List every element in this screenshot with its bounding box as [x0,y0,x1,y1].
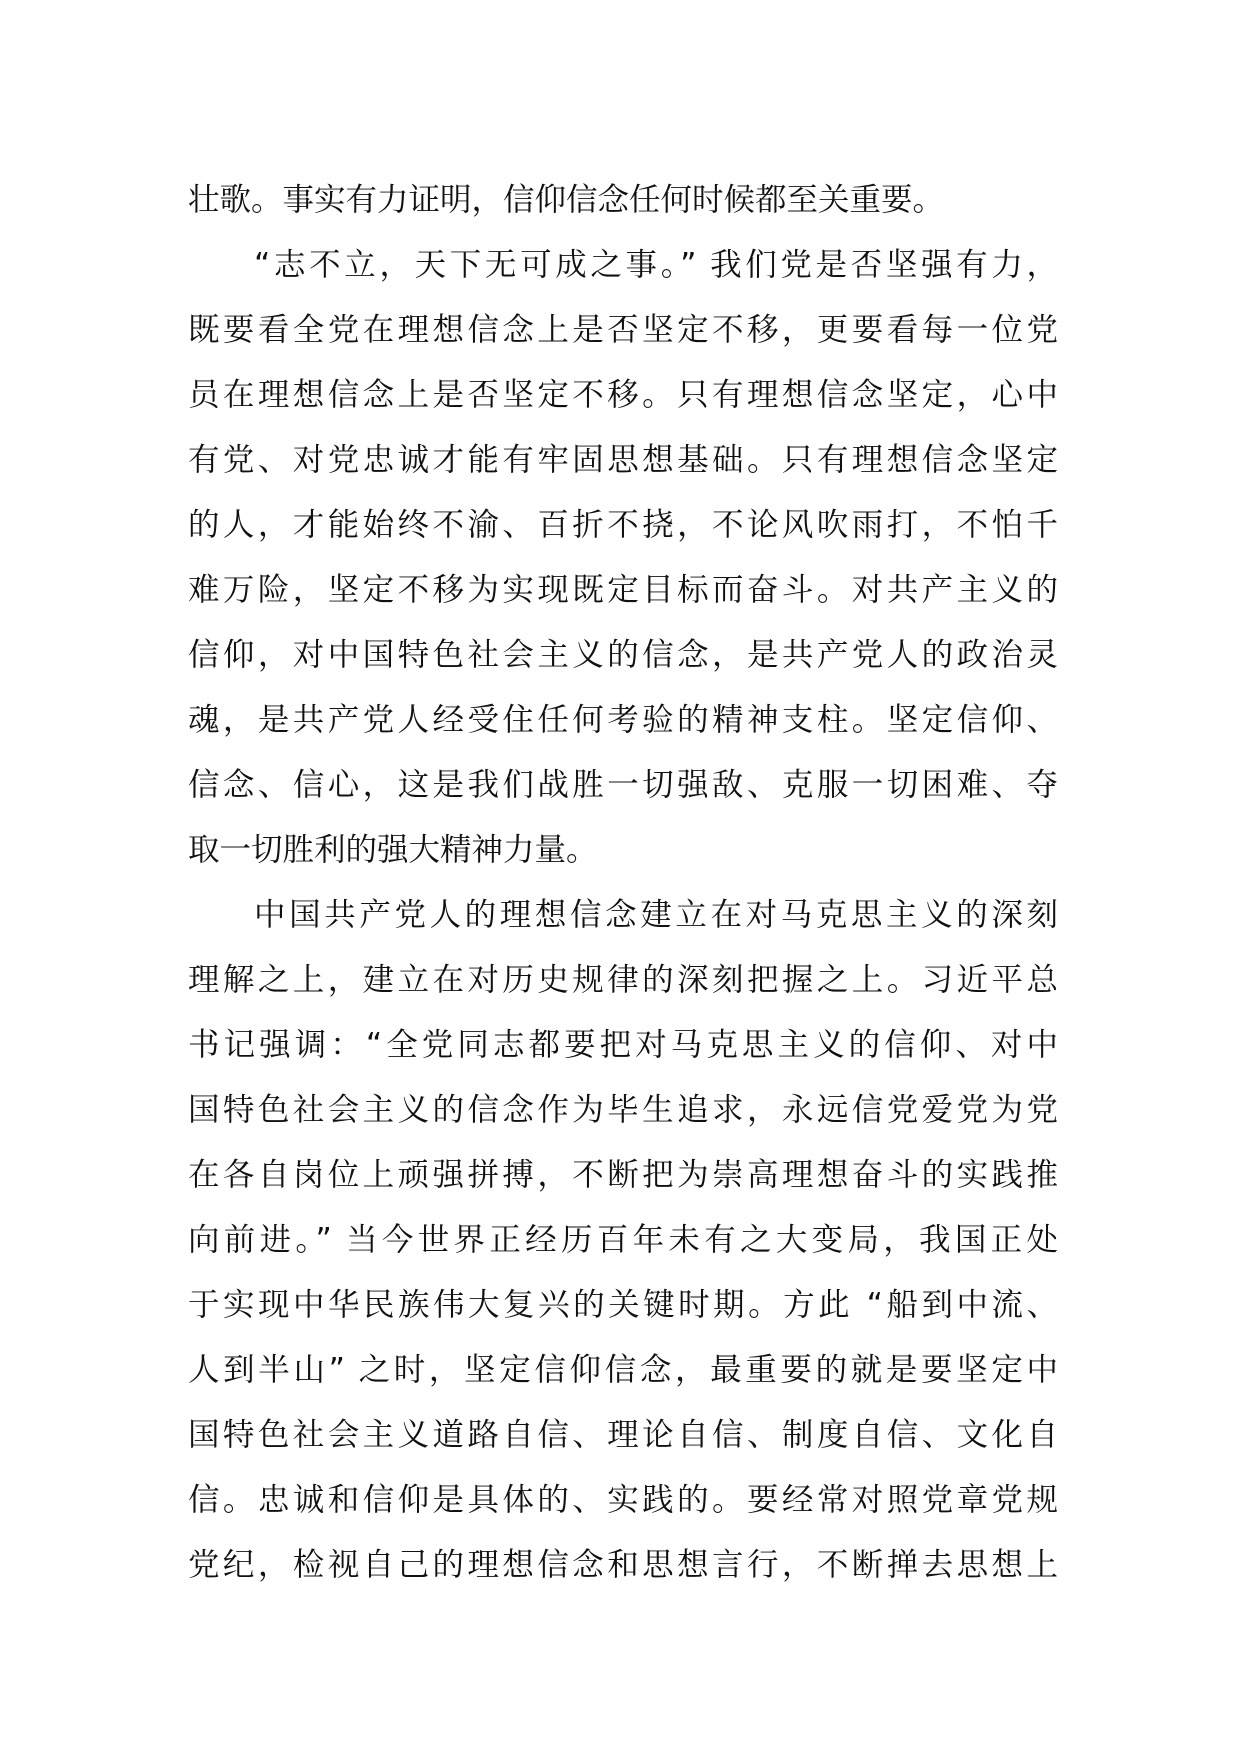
text-line: 国特色社会主义道路自信、理论自信、制度自信、文化自 [188,1417,1058,1453]
text-line: 党纪，检视自己的理想信念和思想言行，不断掸去思想上 [188,1547,1058,1583]
text-line: 员在理想信念上是否坚定不移。只有理想信念坚定，心中 [188,377,1058,413]
text-line: 信念、信心，这是我们战胜一切强敌、克服一切困难、夺 [188,767,1058,803]
text-line: 有党、对党忠诚才能有牢固思想基础。只有理想信念坚定 [188,442,1058,478]
body-text [188,168,1058,1598]
text-line: 取一切胜利的强大精神力量。 [188,832,598,868]
text-line: 国特色社会主义的信念作为毕生追求，永远信党爱党为党 [188,1092,1058,1128]
text-line: 魂，是共产党人经受住任何考验的精神支柱。坚定信仰、 [188,702,1058,738]
text-line: 书记强调：“全党同志都要把对马克思主义的信仰、对中 [188,1027,1058,1063]
text-line: 人到半山” 之时，坚定信仰信念，最重要的就是要坚定中 [188,1352,1058,1388]
text-line: 中国共产党人的理想信念建立在对马克思主义的深刻 [254,897,1058,933]
text-line: 于实现中华民族伟大复兴的关键时期。方此 “船到中流、 [188,1287,1058,1323]
text-line: 向前进。” 当今世界正经历百年未有之大变局，我国正处 [188,1222,1058,1258]
text-line: 信。忠诚和信仰是具体的、实践的。要经常对照党章党规 [188,1482,1058,1518]
text-line: 的人，才能始终不渝、百折不挠，不论风吹雨打，不怕千 [188,507,1058,543]
text-line: 难万险，坚定不移为实现既定目标而奋斗。对共产主义的 [188,572,1058,608]
text-line: 既要看全党在理想信念上是否坚定不移，更要看每一位党 [188,312,1058,348]
text-line: 信仰，对中国特色社会主义的信念，是共产党人的政治灵 [188,637,1058,673]
text-line: “志不立，天下无可成之事。” 我们党是否坚强有力， [254,247,1058,283]
text-line: 壮歌。事实有力证明，信仰信念任何时候都至关重要。 [188,182,945,218]
text-line: 在各自岗位上顽强拼搏，不断把为崇高理想奋斗的实践推 [188,1157,1058,1193]
text-line: 理解之上，建立在对历史规律的深刻把握之上。习近平总 [188,962,1058,998]
